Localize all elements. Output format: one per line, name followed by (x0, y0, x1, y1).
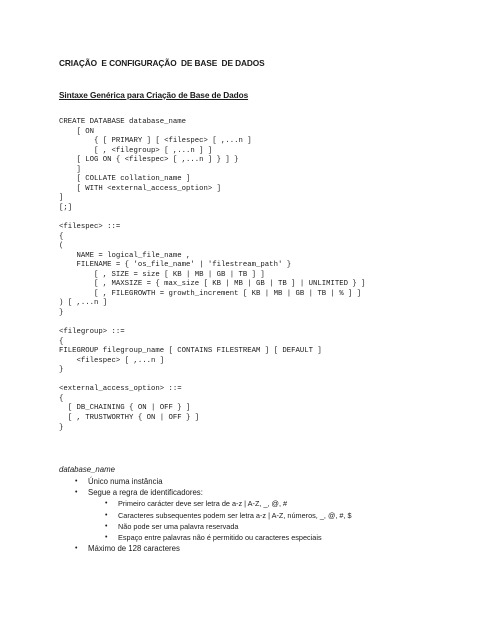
parameter-name: database_name (59, 465, 115, 474)
identifier-rules-list (88, 498, 479, 543)
list-item-text: Segue a regra de identificadores: (88, 488, 203, 498)
code-line: [ , TRUSTWORTHY { ON | OFF } ] (59, 413, 200, 422)
code-line (59, 318, 366, 328)
list-item-text: Espaço entre palavras não é permitido ou caracteres especiais (118, 533, 322, 543)
code-line: NAME = logical_file_name , (59, 251, 191, 260)
code-line: { (59, 394, 64, 403)
code-line: <filegroup> ::= (59, 328, 125, 337)
document-title: CRIAÇÃO E CONFIGURAÇÃO DE BASE DE DADOS (59, 58, 265, 68)
code-line: [ COLLATE collation_name ] (59, 175, 191, 184)
code-line: CREATE DATABASE database_name (59, 118, 186, 126)
code-line: [ DB_CHAINING { ON | OFF } ] (59, 404, 191, 413)
code-line: [ , <filegroup> [ ,...n ] ] (59, 146, 213, 155)
code-line: { [ PRIMARY ] [ <filespec> [ ,...n ] (59, 137, 252, 146)
list-item (88, 498, 479, 509)
parameter-rules-list (59, 476, 479, 554)
list-item (88, 521, 479, 532)
code-line: <external_access_option> ::= (59, 385, 182, 394)
list-item-text: Primeiro carácter deve ser letra de a-z | A-Z, _, @, # (118, 499, 288, 509)
bullet-icon: • (105, 511, 108, 519)
bullet-icon: • (75, 545, 78, 553)
code-line (59, 213, 366, 223)
code-line: { (59, 232, 64, 241)
code-line: { (59, 337, 64, 346)
code-line: ] (59, 194, 64, 203)
list-item (88, 510, 479, 521)
sql-syntax-block (59, 118, 366, 433)
bullet-icon: • (105, 500, 108, 508)
list-item (59, 543, 479, 554)
section-subtitle: Sintaxe Genérica para Criação de Base de Dados (59, 90, 249, 100)
code-line: [ ON (59, 127, 95, 136)
bullet-icon: • (75, 478, 78, 485)
code-line: [ , FILEGROWTH = growth_increment [ KB | MB | GB | TB | % ] ] (59, 289, 362, 298)
bullet-icon: • (105, 534, 108, 542)
code-line: [ , MAXSIZE = { max_size [ KB | MB | GB | TB ] | UNLIMITED } ] (59, 280, 366, 289)
code-line: } (59, 308, 64, 317)
code-line: ( (59, 242, 64, 251)
code-line: [;] (59, 203, 73, 212)
code-line: ) [ ,...n ] (59, 299, 108, 308)
list-item-text: Máximo de 128 caracteres (88, 544, 180, 554)
parameter-description (59, 464, 479, 554)
code-line: <filespec> ::= (59, 223, 121, 232)
list-item (59, 487, 479, 543)
code-line: ] (59, 165, 81, 174)
list-item-text: Único numa instância (88, 477, 163, 486)
code-line: } (59, 423, 64, 432)
code-line: [ WITH <external_access_option> ] (59, 184, 222, 193)
list-item-text: Não pode ser uma palavra reservada (118, 521, 239, 531)
code-line: FILEGROUP filegroup_name [ CONTAINS FILESTREAM ] [ DEFAULT ] (59, 347, 322, 356)
list-item (88, 532, 479, 543)
code-line (59, 376, 366, 386)
bullet-icon: • (75, 489, 78, 497)
code-line: } (59, 366, 64, 375)
code-line: [ , SIZE = size [ KB | MB | GB | TB ] ] (59, 270, 265, 279)
list-item-text: Caracteres subsequentes podem ser letra a-z | A-Z, números, _, @, #, $ (118, 510, 352, 520)
list-item (59, 476, 479, 487)
bullet-icon: • (105, 522, 108, 530)
code-line: [ LOG ON { <filespec> [ ,...n ] } ] } (59, 156, 239, 165)
code-line: FILENAME = { 'os_file_name' | 'filestream_path' } (59, 261, 292, 270)
code-line: <filespec> [ ,...n ] (59, 356, 165, 365)
